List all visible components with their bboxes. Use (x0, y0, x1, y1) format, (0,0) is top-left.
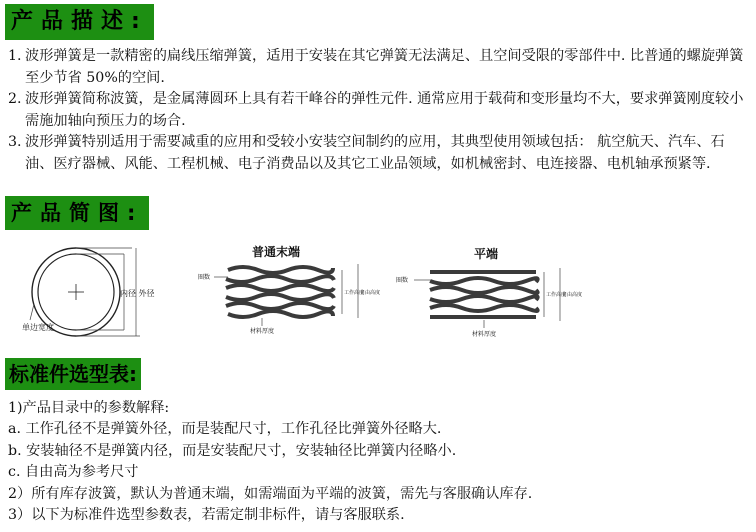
normal-end-title: 普通末端 (251, 245, 301, 259)
notes-list (8, 398, 748, 526)
normal-end-spring (226, 267, 334, 317)
flat-end-spring (430, 272, 538, 317)
normal-end-diagram (198, 244, 381, 336)
note-line: 1)产品目录中的参数解释: (8, 400, 170, 416)
normal-end-turns-label: 圈数 (198, 274, 211, 281)
ring-inner-outer-label: 内径 外径 (120, 289, 155, 298)
section-heading-standard: 标准件选型表: (5, 358, 141, 390)
item-text: 波形弹簧特别适用于需要减重的应用和受较小安装空间制约的应用，其典型使用领域包括： 航空航天、汽车、石油、医疗器械、风能、工程机械、电子消费品以及其它工业品领域，如机械密封、电连接器、电机轴承预紧等. (25, 134, 725, 172)
item-number: 3. (8, 134, 22, 151)
description-item (8, 46, 753, 89)
flat-end-free-label: 自由高度 (562, 292, 583, 298)
note-line: c. 自由高为参考尺寸 (8, 464, 139, 481)
item-text: 波形弹簧简称波簧，是金属薄圆环上具有若干峰谷的弹性元件. 通常应用于载荷和变形量均不大，要求弹簧刚度较小需施加轴向预压力的场合. (25, 91, 744, 129)
section-heading-pictures: 产品简图: (5, 196, 149, 230)
flat-end-work-label: 工作高度 (546, 292, 567, 298)
note-line: a. 工作孔径不是弹簧外径，而是装配尺寸，工作孔径比弹簧外径略大. (8, 421, 442, 438)
flat-end-title: 平端 (473, 247, 499, 261)
ring-width-leader (30, 304, 34, 320)
item-number: 1. (8, 48, 22, 64)
flat-end-thickness-label: 材料厚度 (472, 331, 497, 338)
note-line: 2）所有库存波簧，默认为普通末端，如需端面为平端的波簧，需先与客服确认库存. (8, 485, 533, 502)
section-heading-description: 产品描述: (5, 4, 154, 40)
item-number: 2. (8, 91, 22, 108)
normal-end-work-label: 工作高度 (344, 290, 365, 296)
description-list (8, 46, 753, 176)
normal-end-thickness-label: 材料厚度 (250, 328, 275, 335)
description-item (8, 89, 753, 132)
description-item (8, 132, 753, 175)
flat-end-turns-label: 圈数 (396, 277, 409, 284)
note-line: 3）以下为标准件选型参数表，若需定制非标件，请与客服联系. (8, 507, 405, 524)
ring-diagram (20, 242, 170, 344)
item-text: 波形弹簧是一款精密的扁线压缩弹簧，适用于安装在其它弹簧无法满足、且空间受限的零部件中. 比普通的螺旋弹簧至少节省 50%的空间. (25, 48, 744, 86)
normal-end-free-label: 自由高度 (360, 290, 381, 296)
flat-end-diagram (396, 244, 583, 340)
note-line: b. 安装轴径不是弹簧内径，而是安装配尺寸，安装轴径比弹簧内径略小. (8, 442, 457, 459)
ring-width-label: 单边宽度 (22, 323, 54, 332)
